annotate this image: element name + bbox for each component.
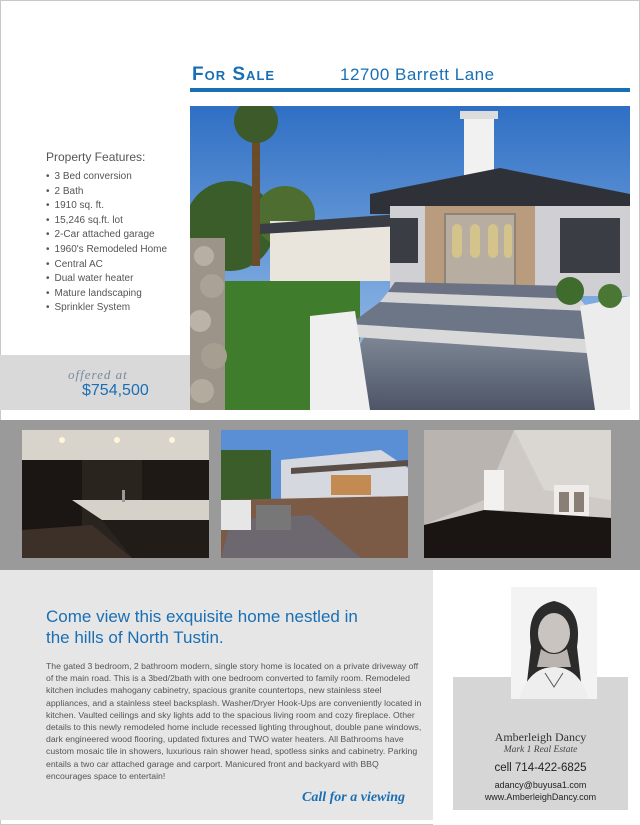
feature-item: • 1960's Remodeled Home [46, 243, 186, 258]
description-headline [46, 606, 426, 648]
feature-item: • Central AC [46, 258, 186, 273]
agent-photo [511, 587, 597, 699]
headline-line: Come view this exquisite home nestled in [46, 607, 358, 626]
property-address: 12700 Barrett Lane [340, 65, 495, 84]
agent-name: Amberleigh Dancy [494, 730, 587, 744]
agent-website[interactable]: www.AmberleighDancy.com [484, 792, 597, 802]
header-divider [190, 88, 630, 92]
for-sale-title: For Sale [192, 64, 276, 85]
features-title: Property Features: [46, 150, 146, 164]
feature-item: • 3 Bed conversion [46, 170, 186, 185]
living-room-photo [424, 430, 611, 558]
hero-house-photo [190, 106, 630, 410]
listing-price: $754,500 [82, 382, 149, 399]
offered-at-label: offered at [68, 367, 128, 382]
feature-item: • 15,246 sq.ft. lot [46, 214, 186, 229]
agent-phone[interactable]: cell 714-422-6825 [494, 762, 587, 774]
price-box [0, 355, 190, 410]
backyard-photo [221, 430, 408, 558]
feature-item: • Mature landscaping [46, 287, 186, 302]
feature-item: • Dual water heater [46, 272, 186, 287]
feature-item: • 2-Car attached garage [46, 228, 186, 243]
feature-item: • 1910 sq. ft. [46, 199, 186, 214]
feature-item: • 2 Bath [46, 185, 186, 200]
agent-email[interactable]: adancy@buyusa1.com [494, 780, 587, 790]
property-features [46, 150, 186, 316]
call-to-action: Call for a viewing [302, 790, 406, 805]
agent-company: Mark 1 Real Estate [503, 745, 578, 755]
headline-line: the hills of North Tustin. [46, 628, 224, 647]
description-body: The gated 3 bedroom, 2 bathroom modern, single story home is located on a private driveway off of the main road. This is a 3bed/2bath with one bedroom converted to family room. Remodeled kitchen includes mahogany cabinetry, spacious granite countertops, new stainless steel appliances, and a stainless steel backsplash. Washer/Dryer Hook-Ups are conveniently located in kitchen. Vaulted ceilings and sky lights add to the spacious living room and cozy fireplace. Other details to this newly remodeled home include recessed lighting throughout, double pane windows, dark engineered wood flooring, updated fixtures and TWO water heaters. All Bathrooms have custom mosaic tile in showers, luxurious rain shower head, spotless sinks and cabinetry. Parking entails a two car attached garage and carport. Manicured front and backyard with BBQ encourages space to entertain! [46, 661, 422, 781]
feature-item: • Sprinkler System [46, 301, 186, 316]
kitchen-photo [22, 430, 209, 558]
features-list [46, 170, 186, 316]
